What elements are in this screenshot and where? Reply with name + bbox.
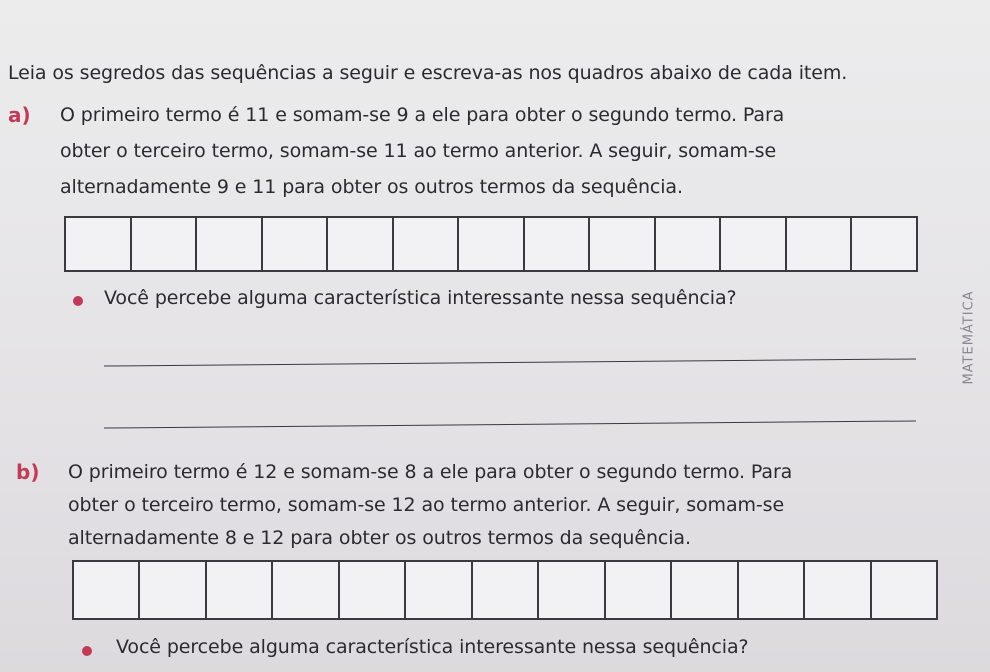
- sequence-box[interactable]: [207, 562, 273, 618]
- sequence-box[interactable]: [805, 562, 871, 618]
- item-a-answer-line-2[interactable]: [104, 420, 916, 428]
- sequence-box[interactable]: [539, 562, 605, 618]
- sequence-box[interactable]: [197, 218, 263, 270]
- sequence-box[interactable]: [328, 218, 394, 270]
- subject-label: MATEMÁTICA: [961, 290, 977, 385]
- sequence-box[interactable]: [406, 562, 472, 618]
- item-a-label: a): [8, 103, 31, 127]
- item-a-text-line-3: alternadamente 9 e 11 para obter os outros termos da sequência.: [60, 176, 683, 198]
- sequence-box[interactable]: [872, 562, 936, 618]
- item-a-question: Você percebe alguma característica interessante nessa sequência?: [104, 287, 737, 309]
- bullet-icon: [82, 646, 92, 656]
- sequence-box[interactable]: [140, 562, 206, 618]
- subject-side-tab: [958, 270, 980, 405]
- sequence-box[interactable]: [273, 562, 339, 618]
- sequence-box[interactable]: [656, 218, 722, 270]
- sequence-box[interactable]: [606, 562, 672, 618]
- sequence-box[interactable]: [787, 218, 853, 270]
- sequence-box[interactable]: [525, 218, 591, 270]
- sequence-box[interactable]: [459, 218, 525, 270]
- item-a-text-line-2: obter o terceiro termo, somam-se 11 ao termo anterior. A seguir, somam-se: [60, 140, 777, 162]
- item-a-answer-line-1[interactable]: [104, 358, 916, 366]
- item-b-question: Você percebe alguma característica interessante nessa sequência?: [116, 636, 749, 658]
- item-a-sequence-boxes: [64, 216, 918, 272]
- sequence-box[interactable]: [721, 218, 787, 270]
- item-b-text-line-2: obter o terceiro termo, somam-se 12 ao termo anterior. A seguir, somam-se: [68, 494, 785, 516]
- sequence-box[interactable]: [340, 562, 406, 618]
- item-b-text-line-1: O primeiro termo é 12 e somam-se 8 a ele para obter o segundo termo. Para: [68, 461, 793, 483]
- sequence-box[interactable]: [132, 218, 198, 270]
- sequence-box[interactable]: [263, 218, 329, 270]
- sequence-box[interactable]: [66, 218, 132, 270]
- item-b-sequence-boxes: [72, 560, 938, 620]
- sequence-box[interactable]: [590, 218, 656, 270]
- sequence-box[interactable]: [739, 562, 805, 618]
- item-b-label: b): [16, 460, 40, 484]
- sequence-box[interactable]: [672, 562, 738, 618]
- item-b-text-line-3: alternadamente 8 e 12 para obter os outros termos da sequência.: [68, 527, 691, 549]
- sequence-box[interactable]: [394, 218, 460, 270]
- item-a-text-line-1: O primeiro termo é 11 e somam-se 9 a ele para obter o segundo termo. Para: [60, 104, 785, 126]
- instruction-text: Leia os segredos das sequências a seguir e escreva-as nos quadros abaixo de cada item.: [8, 62, 848, 84]
- sequence-box[interactable]: [473, 562, 539, 618]
- sequence-box[interactable]: [852, 218, 916, 270]
- bullet-icon: [73, 296, 83, 306]
- sequence-box[interactable]: [74, 562, 140, 618]
